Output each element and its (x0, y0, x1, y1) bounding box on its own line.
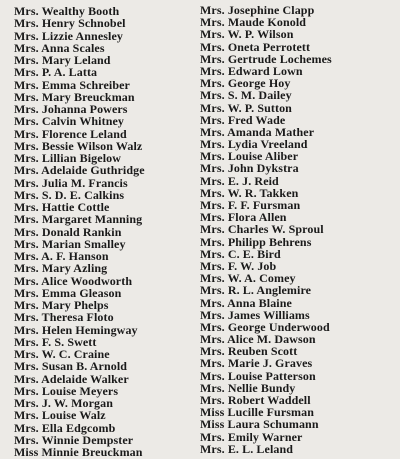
list-item: Mrs. Reuben Scott (200, 344, 298, 359)
list-item: Mrs. W. P. Sutton (200, 100, 292, 115)
list-item: Mrs. W. C. Craine (14, 347, 110, 361)
list-item: Mrs. Emily Warner (200, 429, 303, 444)
list-item: Mrs. W. R. Takken (200, 185, 299, 200)
list-item: Mrs. Fred Wade (200, 112, 286, 127)
list-item: Mrs. Lydia Vreeland (200, 137, 308, 152)
list-item: Mrs. Emma Gleason (14, 285, 122, 300)
list-item: Mrs. Philipp Behrens (200, 234, 312, 249)
list-item: Mrs. Mary Leland (14, 53, 111, 67)
list-item: Mrs. R. L. Anglemire (200, 283, 312, 298)
list-item: Mrs. Charles W. Sproul (200, 222, 324, 237)
list-item: Mrs. Louise Walz (14, 408, 106, 423)
list-item: Mrs. Robert Waddell (200, 393, 311, 407)
list-item: Mrs. F. S. Swett (14, 334, 97, 349)
list-item: Mrs. Lizzie Annesley (14, 28, 123, 43)
list-item: Mrs. Gertrude Lochemes (200, 51, 332, 66)
list-item: Mrs. Mary Phelps (14, 298, 109, 312)
list-item: Mrs. George Hoy (200, 76, 291, 91)
list-item: Miss Lucille Fursman (200, 405, 315, 420)
list-item: Mrs. E. J. Reid (200, 173, 279, 188)
list-item: Mrs. Hattie Cottle (14, 200, 110, 214)
names-list-left (14, 5, 190, 458)
list-item: Mrs. Bessie Wilson Walz (14, 138, 143, 153)
list-item: Mrs. F. W. Job (200, 258, 277, 273)
list-item: Mrs. Marie J. Graves (200, 356, 313, 371)
list-item: Miss Laura Schumann (200, 417, 319, 432)
list-item: Mrs. Theresa Floto (14, 310, 114, 325)
list-item: Mrs. Flora Allen (200, 210, 287, 225)
list-item: Mrs. Margaret Manning (14, 212, 143, 227)
list-item: Mrs. Henry Schnobel (14, 16, 126, 31)
list-item: Mrs. S. D. E. Calkins (14, 187, 125, 202)
list-item: Mrs. W. P. Wilson (200, 27, 294, 42)
list-item: Mrs. George Underwood (200, 319, 330, 334)
list-item: Mrs. Mary Azling (14, 261, 108, 276)
list-item: Mrs. Oneta Perrotett (200, 39, 311, 54)
list-item: Mrs. Anna Blaine (200, 295, 292, 310)
list-item: Mrs. Alice M. Dawson (200, 332, 316, 347)
list-item: Mrs. Edward Lown (200, 63, 303, 78)
list-item: Mrs. Susan B. Arnold (14, 359, 128, 374)
list-item: Mrs. Emma Schreiber (14, 77, 130, 92)
list-item: Mrs. J. W. Morgan (14, 396, 114, 410)
list-item: Mrs. Calvin Whitney (14, 114, 125, 129)
list-item: Mrs. James Williams (200, 307, 310, 322)
list-item: Mrs. Wealthy Booth (14, 4, 120, 18)
list-item: Mrs. Lillian Bigelow (14, 151, 121, 165)
list-item: Mrs. Louise Meyers (14, 383, 119, 398)
list-item: Mrs. Maude Konold (200, 15, 307, 30)
list-item: Mrs. C. E. Bird (200, 246, 281, 261)
list-item: Mrs. Ella Edgcomb (14, 420, 116, 435)
list-item: Miss Minnie Breuckman (14, 445, 143, 459)
list-item: Mrs. John Dykstra (200, 161, 299, 176)
list-item: Mrs. Louise Patterson (200, 368, 316, 383)
list-item: Mrs. Anna Scales (14, 40, 105, 55)
list-item: Mrs. Louise Aliber (200, 149, 299, 164)
list-item: Mrs. P. A. Latta (14, 65, 98, 80)
list-item: Mrs. Winnie Dempster (14, 432, 134, 447)
list-item: Mrs. Adelaide Walker (14, 371, 129, 386)
list-item: Mrs. W. A. Comey (200, 271, 296, 286)
list-item: Mrs. Marian Smalley (14, 236, 126, 251)
list-item: Mrs. Florence Leland (14, 126, 127, 141)
list-item: Mrs. Johanna Powers (14, 102, 128, 116)
list-item: Mrs. E. L. Leland (200, 441, 294, 456)
list-item: Mrs. S. M. Dailey (200, 88, 292, 103)
list-item: Mrs. Adelaide Guthridge (14, 163, 145, 178)
list-item: Mrs. Nellie Bundy (200, 380, 296, 395)
list-item: Mrs. Julia M. Francis (14, 175, 128, 190)
list-item: Mrs. Helen Hemingway (14, 322, 138, 337)
list-item: Mrs. A. F. Hanson (14, 249, 109, 263)
list-item: Mrs. Amanda Mather (200, 124, 315, 139)
list-item: Mrs. Mary Breuckman (14, 89, 135, 104)
list-item: Mrs. F. F. Fursman (200, 198, 301, 212)
names-list-right (200, 4, 396, 455)
list-item: Mrs. Josephine Clapp (200, 3, 315, 17)
list-item: Mrs. Alice Woodworth (14, 273, 133, 288)
list-item: Mrs. Donald Rankin (14, 224, 122, 239)
